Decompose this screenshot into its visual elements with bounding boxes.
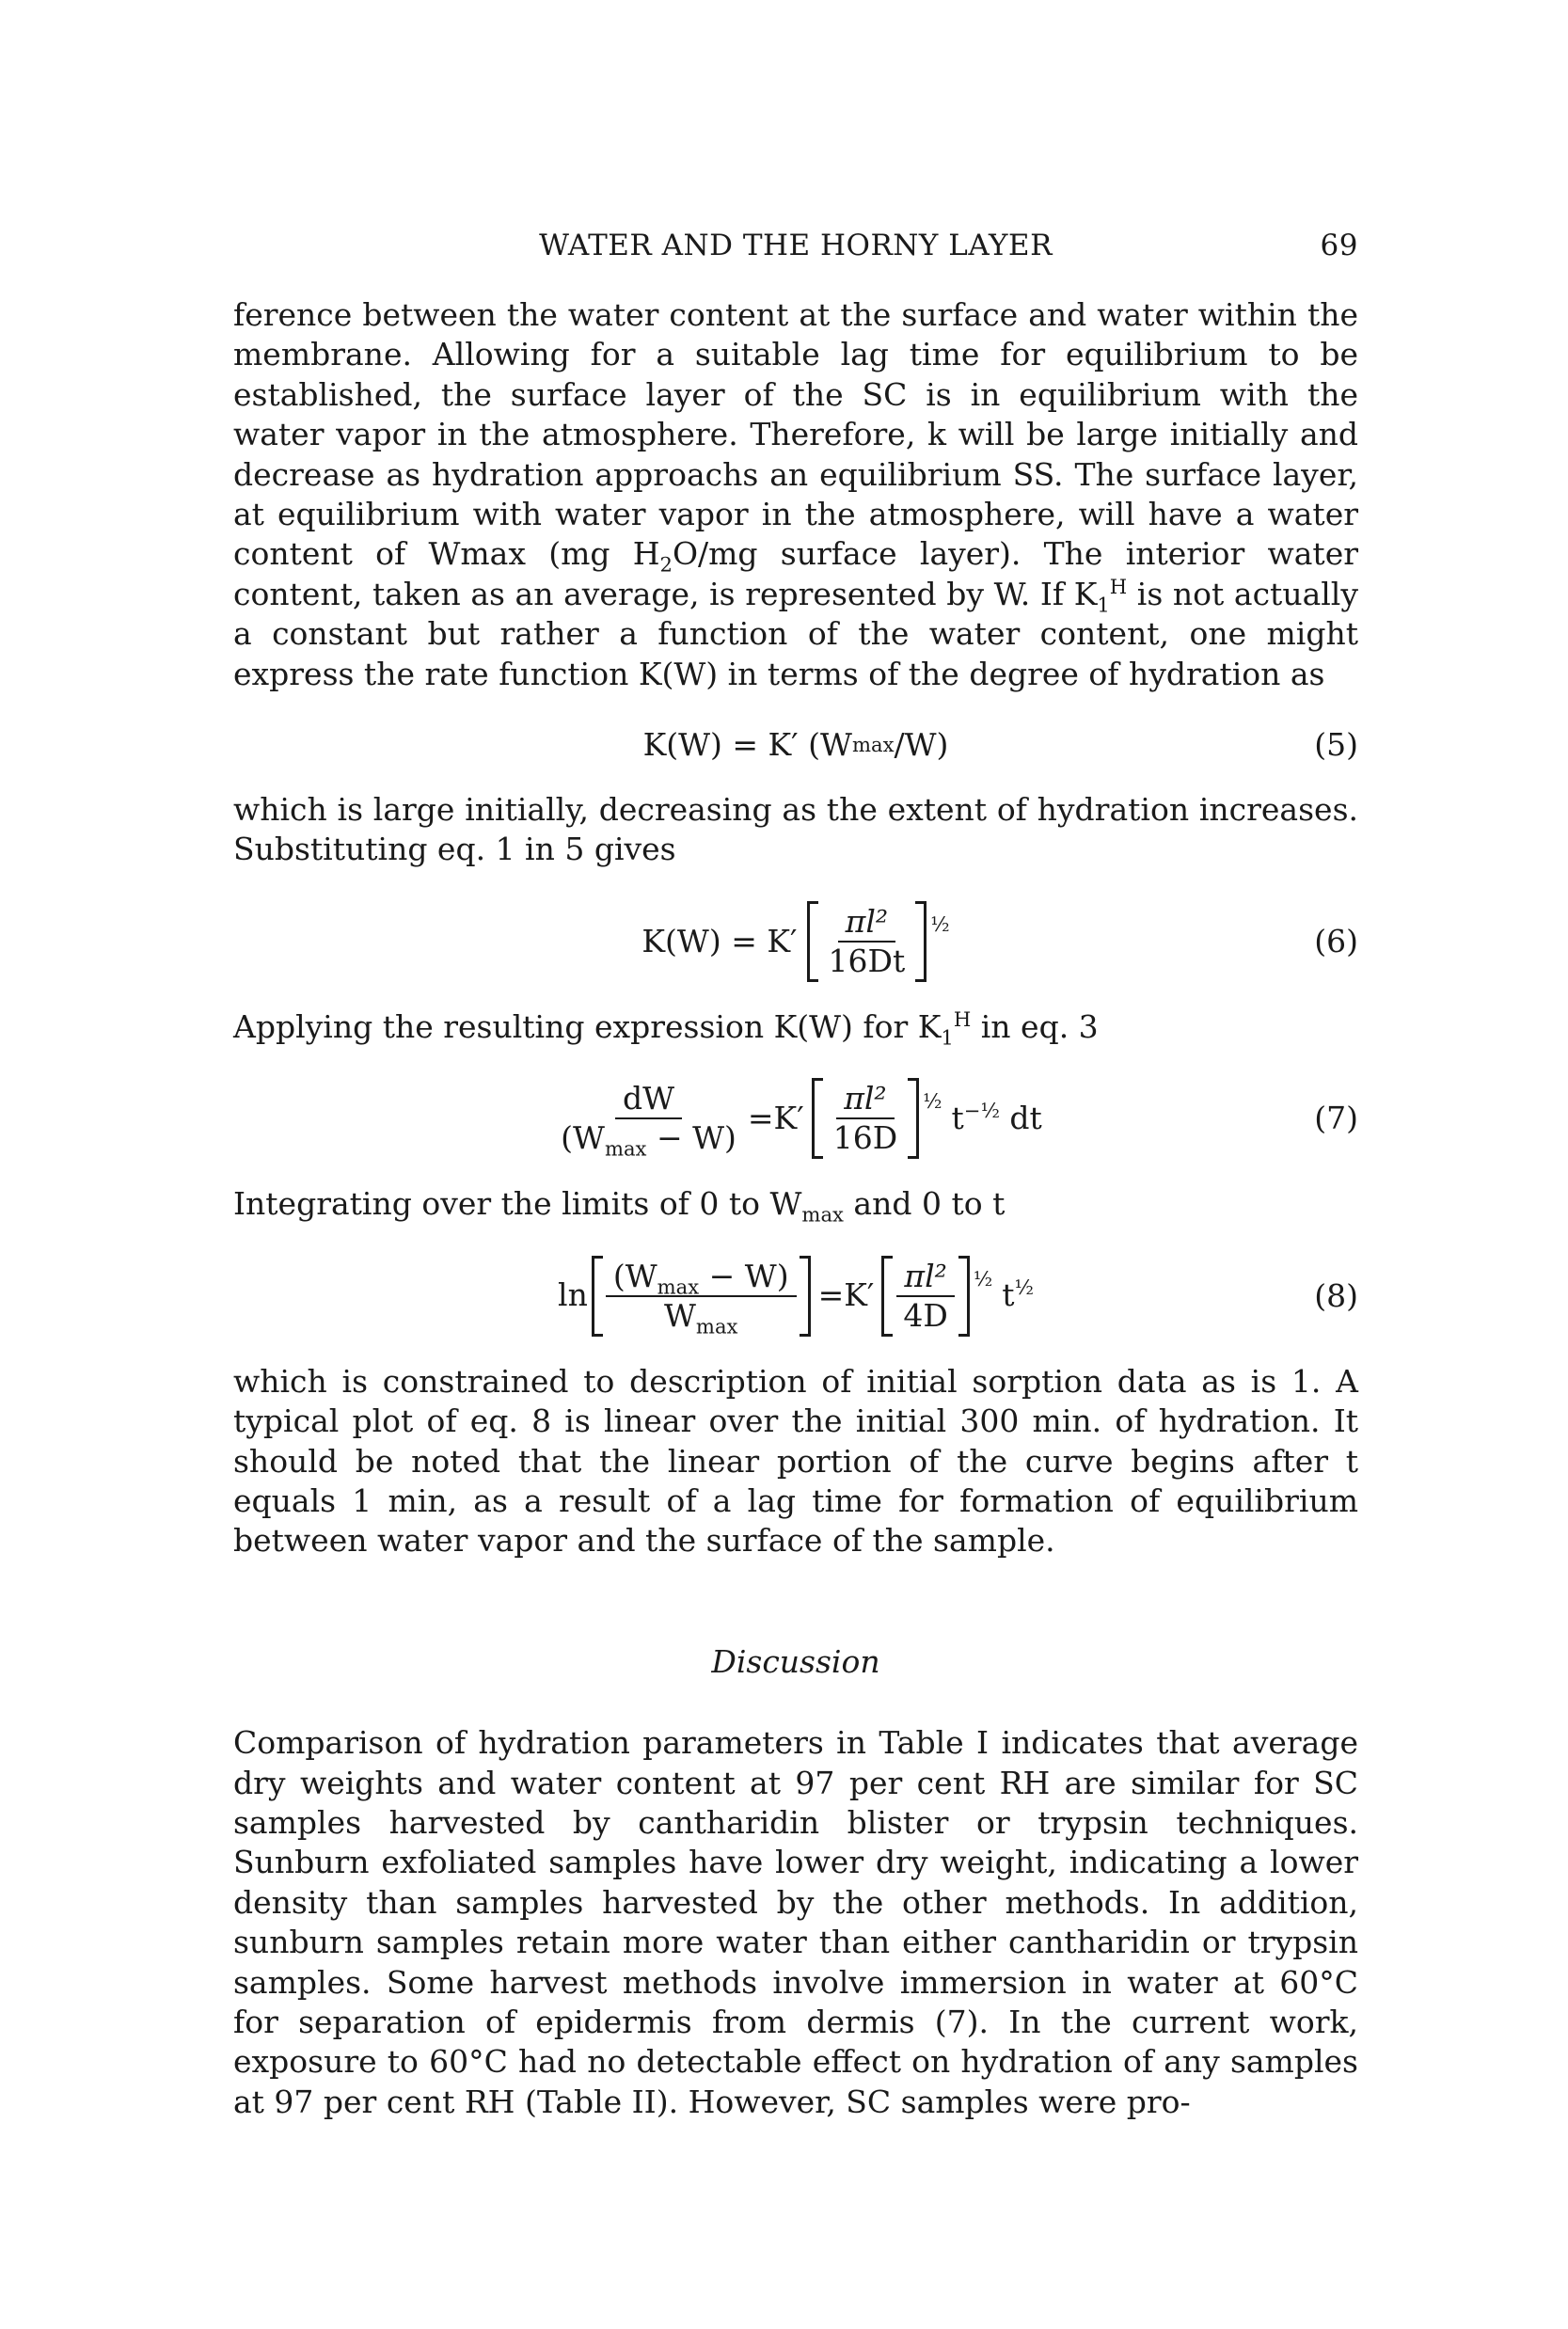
section-heading-discussion: Discussion xyxy=(711,1642,880,1680)
para3-k-superscript: H xyxy=(953,1006,972,1031)
para1-text-a: ference between the water content at the surface and water within the membrane. Allowing for a suitable lag time for equilibrium to be established, the surface layer of the SC is in equilibrium with the water vapor in the atmosphere. Therefore, k will be large initially and decrease as hydration approachs an equilibrium SS. The surface layer, at equilibrium with water vapor in the atmosphere, will have a water content of Wmax (mg H xyxy=(233,296,1358,573)
eq6-numerator: πl² xyxy=(838,903,895,943)
para1-text-c: is not actually a constant but rather a function of the water content, one might express the rate function K(W) in terms of the degree of hydration as xyxy=(233,575,1358,692)
h2o-subscript: 2 xyxy=(659,553,673,578)
page xyxy=(233,226,1358,2122)
eq6-lhs: K(W) = K′ xyxy=(641,922,798,959)
eq8-tail xyxy=(1002,1275,1034,1315)
discussion-paragraph: Comparison of hydration parameters in Table I indicates that average dry weights and water content at 97 per cent RH are similar for SC samples harvested by cantharidin blister or trypsin techniques. Sunburn exfoliated samples have lower dry weight, indicating a lower density than samples harvested by the other methods. In addition, sunburn samples retain more water than either cantharidin or trypsin samples. Some harvest methods involve immersion in water at 60°C for separation of epidermis from dermis (7). In the current work, exposure to 60°C had no detectable effect on hydration of any samples at 97 per cent RH (Table II). However, SC samples were pro- xyxy=(233,1724,1358,2120)
eq8-ln: ln xyxy=(558,1276,588,1314)
eq6-denominator: 16Dt xyxy=(828,942,906,979)
equation-5: K(W) = K′ (W max /W) (5) xyxy=(233,715,1358,775)
para4-sub: max xyxy=(801,1202,844,1227)
equation-5-number: (5) xyxy=(1314,725,1358,763)
eq7-tail-exponent: −½ xyxy=(963,1099,1000,1123)
eq8-right-bracket xyxy=(881,1256,969,1337)
eq7-exponent: ½ xyxy=(923,1090,942,1114)
eq7-numerator: dW xyxy=(615,1080,682,1119)
eq8-num-a: (W xyxy=(612,1257,657,1294)
eq7-den-a: (W xyxy=(561,1119,605,1157)
eq7-den-b: − W) xyxy=(646,1119,736,1157)
paragraph-3 xyxy=(233,1006,1358,1050)
eq7-bracket-denominator: 16D xyxy=(832,1119,898,1157)
paragraph-1 xyxy=(233,295,1358,694)
paragraph-4 xyxy=(233,1184,1358,1227)
eq6-bracket xyxy=(807,901,927,982)
eq7-tail-dt: dt xyxy=(999,1100,1042,1137)
eq7-equals: =K′ xyxy=(747,1100,804,1137)
eq7-bracket-numerator: πl² xyxy=(836,1080,894,1119)
para1-text-b: O/mg surface layer). The interior water content, taken as an average, is represented by W. If K xyxy=(233,535,1358,612)
para3-text-a: Applying the resulting expression K(W) for K xyxy=(233,1007,942,1045)
equation-6 xyxy=(233,891,1358,992)
para4-text-a: Integrating over the limits of 0 to W xyxy=(233,1185,802,1223)
eq6-exponent: ½ xyxy=(930,912,950,936)
k-subscript: 1 xyxy=(1097,593,1110,617)
running-header xyxy=(233,226,1358,269)
equation-6-number: (6) xyxy=(1314,922,1358,959)
eq8-den-a: W xyxy=(664,1296,696,1334)
eq6-fraction xyxy=(821,903,913,980)
eq7-denominator xyxy=(553,1119,744,1161)
paragraph-2: which is large initially, decreasing as the extent of hydration increases. Substituting eq. 1 in 5 gives xyxy=(233,791,1358,868)
eq7-den-sub: max xyxy=(604,1136,647,1161)
eq5-lhs: K(W) = K′ (W xyxy=(642,725,852,763)
page-number: 69 xyxy=(1320,229,1358,262)
eq8-bracket-numerator: πl² xyxy=(896,1258,954,1297)
eq8-bracket-denominator: 4D xyxy=(903,1296,948,1334)
eq8-den-sub: max xyxy=(695,1314,738,1339)
eq7-tail xyxy=(952,1099,1042,1138)
running-title: WATER AND THE HORNY LAYER xyxy=(539,229,1053,262)
eq8-equals: =K′ xyxy=(817,1276,875,1314)
eq8-right-fraction xyxy=(895,1258,955,1335)
para3-text-b: in eq. 3 xyxy=(971,1007,1099,1045)
eq8-tail-exponent: ½ xyxy=(1014,1275,1034,1300)
equation-7-number: (7) xyxy=(1314,1100,1358,1137)
para3-k-subscript: 1 xyxy=(941,1025,954,1050)
eq5-rhs: /W) xyxy=(894,725,949,763)
eq8-left-fraction xyxy=(606,1257,797,1339)
equation-7 xyxy=(233,1068,1358,1169)
paragraph-5: which is constrained to description of initial sorption data as is 1. A typical plot of eq. 8 is linear over the initial 300 min. of hydration. It should be noted that the linear portion of the curve begins after t equals 1 min, as a result of a lag time for formation of equilibrium between water vapor and the surface of the sample. xyxy=(233,1362,1358,1560)
eq8-num-sub: max xyxy=(657,1275,700,1299)
eq7-bracket-fraction xyxy=(826,1080,905,1157)
k-superscript: H xyxy=(1109,574,1128,598)
eq8-left-bracket xyxy=(592,1256,811,1337)
equation-8-number: (8) xyxy=(1314,1276,1358,1314)
eq8-num-b: − W) xyxy=(699,1257,789,1294)
eq7-tail-t: t xyxy=(951,1100,964,1137)
eq8-tail-t: t xyxy=(1002,1276,1015,1314)
eq7-bracket xyxy=(812,1078,919,1159)
para4-text-b: and 0 to t xyxy=(843,1185,1006,1223)
eq8-numerator xyxy=(606,1258,797,1297)
equation-8 xyxy=(233,1245,1358,1347)
eq8-denominator xyxy=(657,1296,745,1339)
eq7-left-fraction xyxy=(553,1080,744,1161)
eq8-exponent: ½ xyxy=(973,1267,993,1291)
